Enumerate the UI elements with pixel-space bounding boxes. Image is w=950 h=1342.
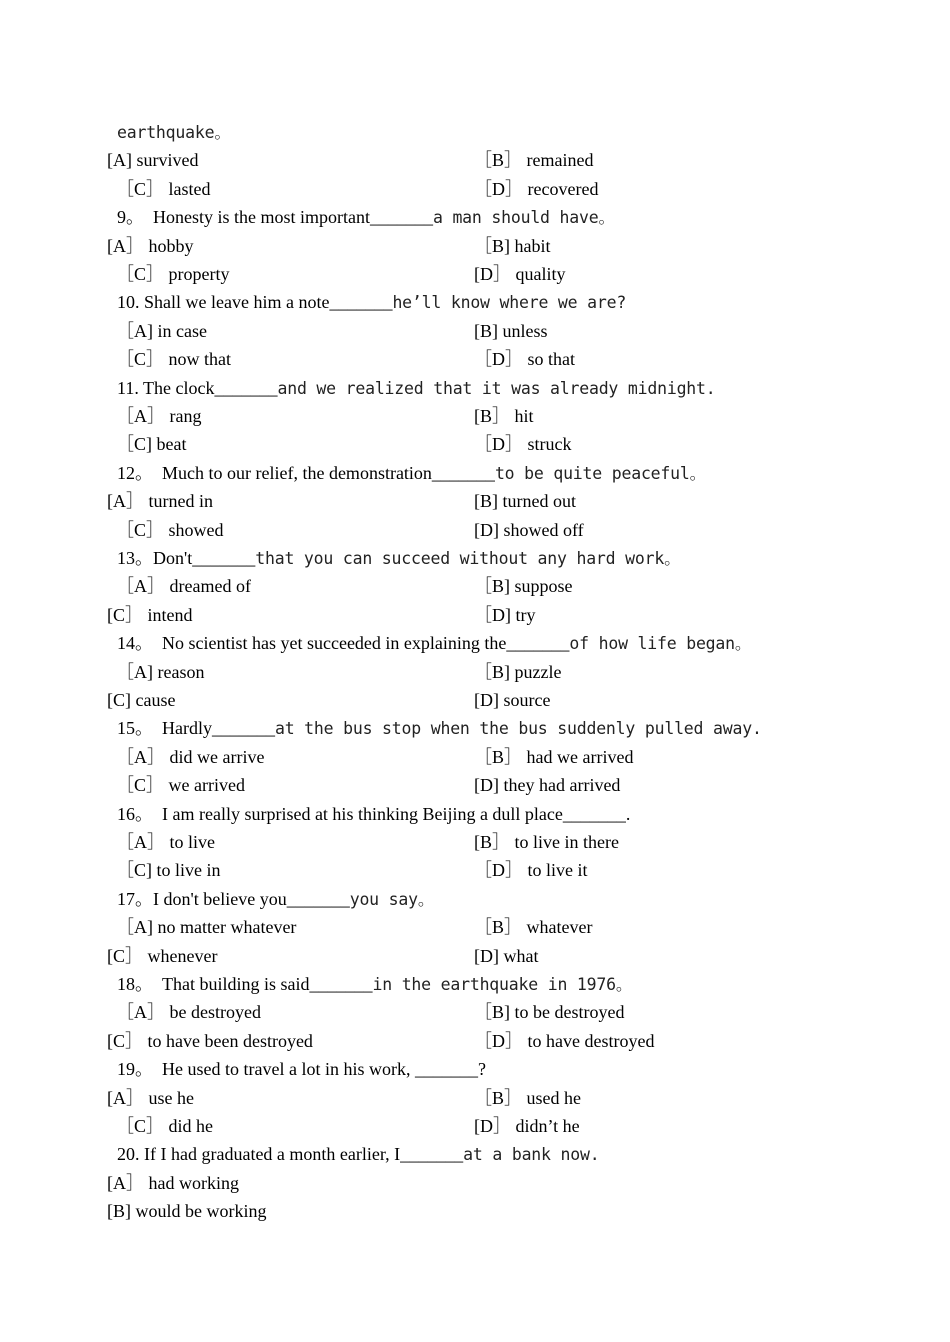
option-right: [B］ hit <box>474 406 534 426</box>
question-continuation: at a bank now. <box>463 1145 600 1165</box>
question-text: 18。 That building is said_______ <box>117 974 373 994</box>
question-stem <box>117 544 897 572</box>
option-right: ［B] suppose <box>474 576 573 597</box>
question-stem <box>117 459 897 487</box>
option-row <box>116 175 896 203</box>
option-right: ［B] to be destroyed <box>474 1002 625 1023</box>
option-row <box>107 1027 887 1055</box>
option-left: ［C］ did he <box>116 1116 213 1136</box>
question-text: 14。 No scientist has yet succeeded in explaining the_______ <box>117 633 570 654</box>
option-row <box>116 430 896 458</box>
question-text: 17。I don't believe you_______ <box>117 888 350 909</box>
option-right: ［D］ to live it <box>474 860 588 881</box>
option-row <box>107 232 887 260</box>
question-text: 9。 Honesty is the most important_______ <box>117 207 433 228</box>
option-right: ［B］ had we arrived <box>474 746 634 767</box>
option-right: ［B］ used he <box>474 1087 581 1108</box>
option-left: ［A] in case <box>116 320 207 341</box>
option-right: ［B］ whatever <box>474 917 593 938</box>
option-left: ［C] beat <box>116 434 187 455</box>
option-row <box>116 828 896 856</box>
option-row <box>116 572 896 600</box>
option-left: ［C］ showed <box>116 519 224 540</box>
option-left: [A］ hobby <box>107 235 194 256</box>
option-right: ［B] habit <box>474 235 551 256</box>
option-row <box>116 516 896 544</box>
option-right: ［D］ struck <box>474 434 572 455</box>
option-row <box>116 913 896 941</box>
option-row <box>116 345 896 373</box>
option-row <box>107 942 887 970</box>
question-stem <box>117 629 897 657</box>
question-continuation: to be quite peaceful。 <box>494 463 706 483</box>
option-left: ［A］ did we arrive <box>116 746 265 767</box>
option-left: ［C］ lasted <box>116 178 211 199</box>
option-left: ［A］ be destroyed <box>116 1002 261 1023</box>
question-continuation: in the earthquake in 1976。 <box>372 975 633 994</box>
question-text: 12。 Much to our relief, the demonstration_______ <box>117 462 495 483</box>
option-row <box>116 260 896 288</box>
question-stem <box>117 118 897 146</box>
option-left: [A］ had working <box>107 1172 239 1193</box>
option-left: ［C］ we arrived <box>116 775 245 796</box>
option-right: [D] what <box>474 945 539 966</box>
option-left: [A］ turned in <box>107 491 213 512</box>
question-stem <box>117 970 897 998</box>
question-stem <box>117 1055 897 1083</box>
option-right: ［D] try <box>474 604 536 625</box>
option-left: [C］ whenever <box>107 945 218 966</box>
option-left: ［A] no matter whatever <box>116 917 297 938</box>
option-row <box>116 658 896 686</box>
option-row <box>116 998 896 1026</box>
option-row <box>107 487 887 515</box>
question-continuation: of how life began。 <box>569 634 752 654</box>
question-continuation: at the bus stop when the bus suddenly pulled away. <box>274 719 762 739</box>
question-continuation: he’ll know where we are? <box>392 293 627 313</box>
option-right: [B] turned out <box>474 491 576 512</box>
option-row <box>107 601 887 629</box>
option-right: [D］ quality <box>474 264 566 284</box>
option-left: ［A］ rang <box>116 406 202 426</box>
question-continuation: and we realized that it was already midnight. <box>277 378 716 398</box>
option-right: [D] they had arrived <box>474 775 621 796</box>
option-left: ［A］ dreamed of <box>116 576 251 597</box>
option-left: [C］ to have been destroyed <box>107 1030 313 1051</box>
option-left: ［C］ now that <box>116 349 231 370</box>
option-right: [D］ didn’t he <box>474 1116 580 1136</box>
question-continuation: that you can succeed without any hard work。 <box>255 549 681 568</box>
question-continuation: a man should have。 <box>432 208 615 228</box>
option-right: ［D］ to have destroyed <box>474 1030 655 1051</box>
question-stem <box>117 714 897 742</box>
option-row <box>116 402 896 430</box>
option-left: [A］ use he <box>107 1087 194 1108</box>
option-right: ［D］ recovered <box>474 178 599 199</box>
option-left: ［A] reason <box>116 661 205 682</box>
option-row <box>116 1112 896 1140</box>
question-text: 16。 I am really surprised at his thinking Beijing a dull place_______. <box>117 803 631 824</box>
question-stem <box>117 800 897 828</box>
option-left: [C] cause <box>107 690 176 710</box>
option-right: ［D］ so that <box>474 349 575 370</box>
option-row <box>116 771 896 799</box>
option-left: ［C］ property <box>116 264 230 284</box>
question-stem <box>117 203 897 231</box>
option-left: [B] would be working <box>107 1201 267 1222</box>
option-right: [B] unless <box>474 320 548 341</box>
question-stem <box>117 288 897 316</box>
option-row <box>107 146 887 174</box>
question-stem <box>117 885 897 913</box>
question-text: 20. If I had graduated a month earlier, I_______ <box>117 1144 464 1165</box>
option-row <box>107 686 887 714</box>
option-right: [B］ to live in there <box>474 832 619 852</box>
option-left: [C］ intend <box>107 604 193 625</box>
question-continuation: you say。 <box>349 889 435 909</box>
option-right: [D] showed off <box>474 519 584 540</box>
option-left: [A] survived <box>107 150 199 171</box>
option-right: [D] source <box>474 690 551 710</box>
question-text: 15。 Hardly_______ <box>117 718 275 739</box>
option-right: ［B] puzzle <box>474 661 562 682</box>
option-left: ［C] to live in <box>116 860 221 881</box>
option-right: ［B］ remained <box>474 150 594 171</box>
option-row-single <box>107 1169 887 1197</box>
question-text: 13。Don't_______ <box>117 548 256 568</box>
option-left: ［A］ to live <box>116 832 215 852</box>
question-stem <box>117 1140 897 1168</box>
question-text: 19。 He used to travel a lot in his work, _______? <box>117 1059 486 1080</box>
option-row-single <box>107 1197 887 1225</box>
question-text: 11. The clock_______ <box>117 377 278 398</box>
question-continuation: earthquake。 <box>117 123 231 142</box>
option-row <box>116 743 896 771</box>
option-row <box>116 856 896 884</box>
question-stem <box>117 374 897 402</box>
option-row <box>116 317 896 345</box>
option-row <box>107 1084 887 1112</box>
question-text: 10. Shall we leave him a note_______ <box>117 292 393 313</box>
